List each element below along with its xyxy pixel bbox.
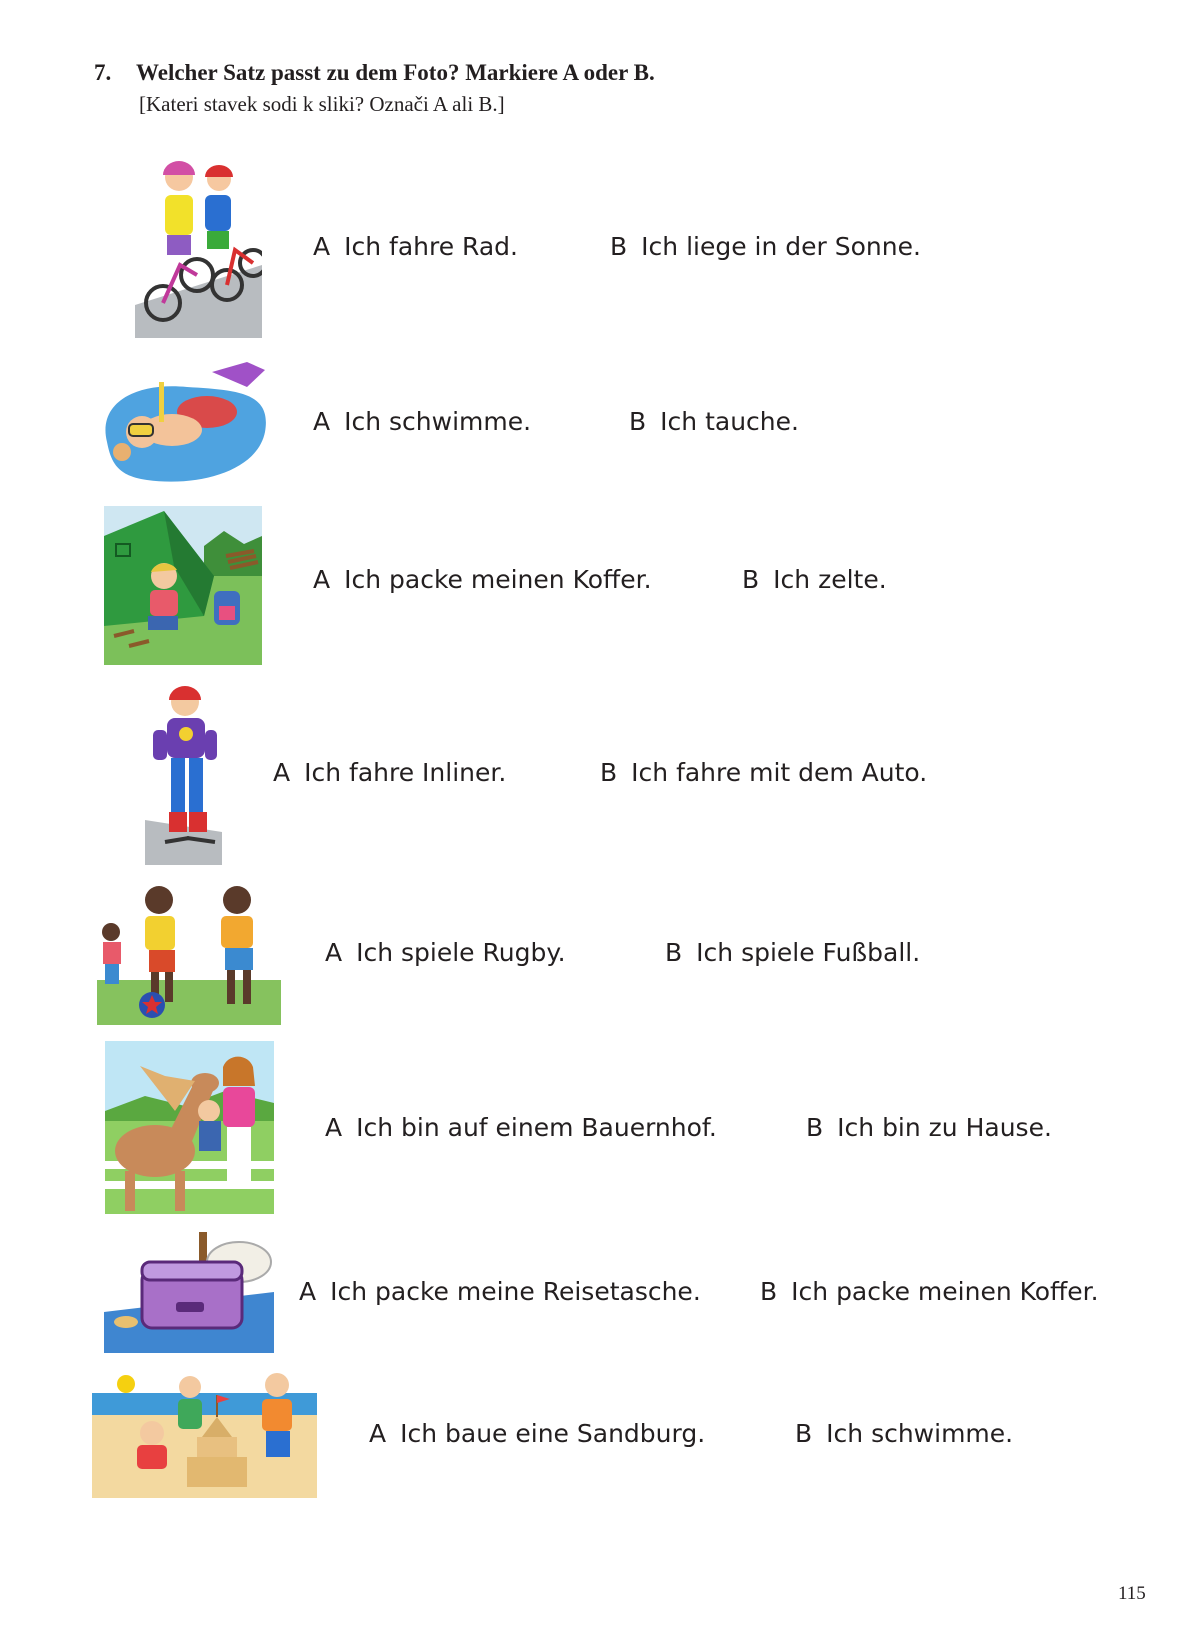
sandcastle-beach-illustration [92,1365,317,1498]
option-a[interactable] [273,758,506,787]
option-letter: B [795,1419,813,1448]
option-letter: A [325,1113,343,1142]
option-text: Ich packe meine Reisetasche. [330,1277,701,1306]
option-letter: A [313,565,331,594]
option-letter: B [806,1113,824,1142]
option-text: Ich spiele Fußball. [696,938,921,967]
option-text: Ich liege in der Sonne. [641,232,921,261]
page-number: 115 [1118,1583,1146,1604]
option-letter: B [760,1277,778,1306]
exercise-heading [94,60,655,86]
option-text: Ich packe meinen Koffer. [344,565,652,594]
option-letter: B [600,758,618,787]
option-text: Ich spiele Rugby. [356,938,566,967]
option-letter: B [610,232,628,261]
football-illustration [97,880,281,1025]
option-a[interactable] [325,1113,717,1142]
option-a[interactable] [299,1277,701,1306]
option-text: Ich packe meinen Koffer. [791,1277,1099,1306]
option-text: Ich fahre Rad. [344,232,518,261]
option-text: Ich zelte. [773,565,887,594]
option-text: Ich fahre Inliner. [304,758,507,787]
cycling-illustration [135,155,262,338]
option-b[interactable] [760,1277,1099,1306]
option-letter: B [665,938,683,967]
option-b[interactable] [806,1113,1052,1142]
option-text: Ich tauche. [660,407,799,436]
option-text: Ich schwimme. [826,1419,1014,1448]
option-b[interactable] [629,407,799,436]
option-a[interactable] [313,407,531,436]
option-a[interactable] [369,1419,705,1448]
exercise-title: Welcher Satz passt zu dem Foto? Markiere A oder B. [136,60,655,85]
option-letter: A [313,232,331,261]
option-letter: B [742,565,760,594]
option-text: Ich bin auf einem Bauernhof. [356,1113,717,1142]
exercise-number: 7. [94,60,112,85]
option-letter: A [313,407,331,436]
camping-illustration [104,506,262,665]
option-b[interactable] [610,232,921,261]
option-text: Ich bin zu Hause. [837,1113,1052,1142]
option-text: Ich fahre mit dem Auto. [631,758,928,787]
option-letter: A [273,758,291,787]
option-letter: A [369,1419,387,1448]
option-a[interactable] [325,938,566,967]
diving-illustration [97,352,269,490]
option-b[interactable] [795,1419,1013,1448]
option-b[interactable] [665,938,920,967]
option-b[interactable] [742,565,887,594]
option-text: Ich baue eine Sandburg. [400,1419,706,1448]
option-a[interactable] [313,565,652,594]
option-a[interactable] [313,232,518,261]
option-letter: A [299,1277,317,1306]
option-letter: B [629,407,647,436]
exercise-translation: [Kateri stavek sodi k sliki? Označi A ali B.] [139,92,505,116]
option-text: Ich schwimme. [344,407,532,436]
packing-suitcase-illustration [104,1232,274,1353]
option-letter: A [325,938,343,967]
option-b[interactable] [600,758,927,787]
inline-skating-illustration [145,682,222,865]
farm-horse-illustration [105,1041,274,1214]
